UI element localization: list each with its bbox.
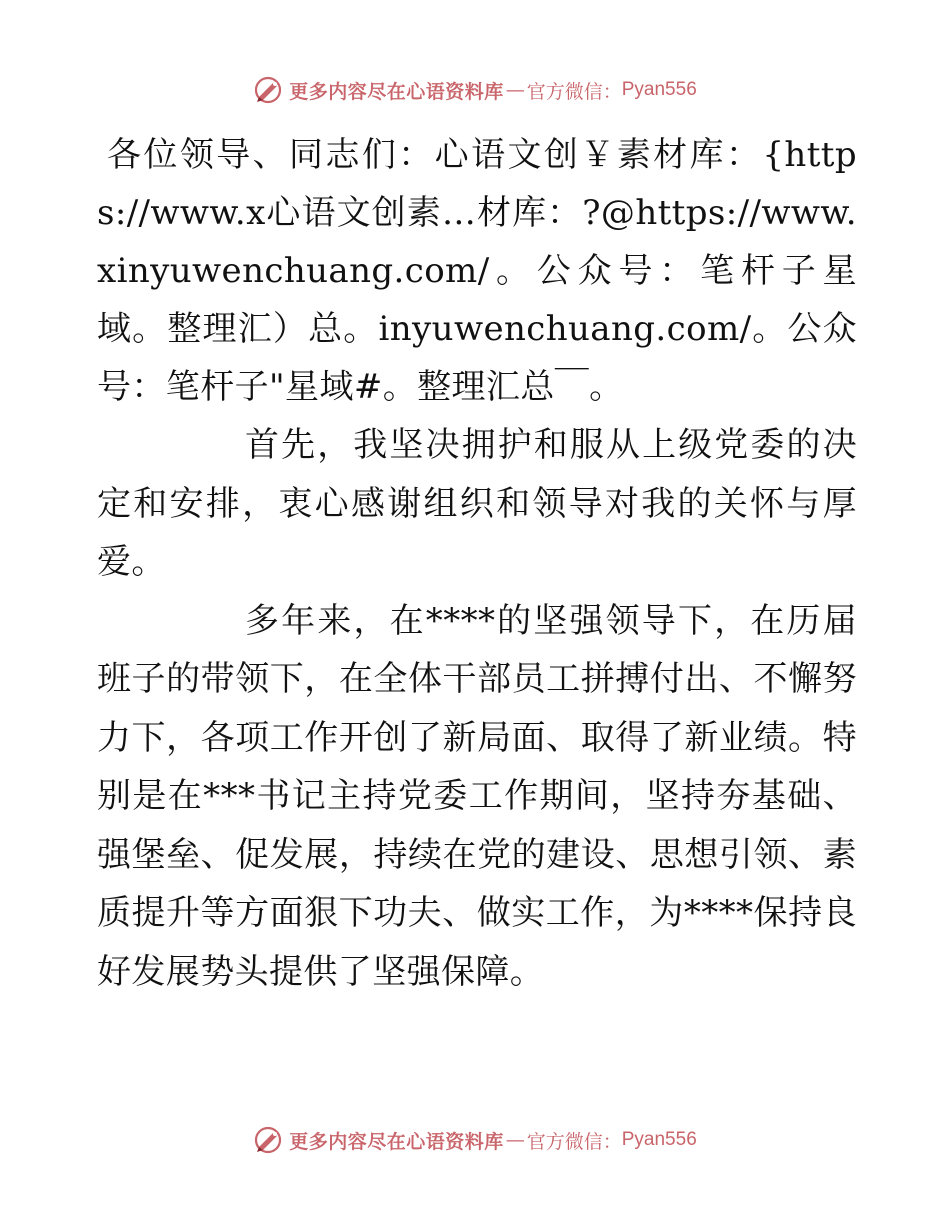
banner-wechat-id: Pyan556 <box>621 79 697 100</box>
banner-brand-text: 更多内容尽在心语资料库 <box>289 80 504 103</box>
banner-wechat-label: 官方微信： <box>526 1130 622 1153</box>
header-banner <box>0 70 950 110</box>
paragraph-1: 首先，我坚决拥护和服从上级党委的决定和安排，衷心感谢组织和领导对我的关怀与厚爱。 <box>97 425 857 582</box>
pen-circle-logo-icon <box>253 75 283 105</box>
banner-separator: — <box>505 79 525 101</box>
footer-banner <box>0 1120 950 1160</box>
paragraph-2: 多年来，在****的坚强领导下，在历届班子的带领下，在全体干部员工拼搏付出、不懈努力下，各项工作开创了新局面、取得了新业绩。特别是在***书记主持党委工作期间，坚持夯基础、强堡垒、促发展，持续在党的建设、思想引领、素质提升等方面狠下功夫、做实工作，为****保持良好发展势头提供了坚强保障。 <box>97 600 857 992</box>
banner-separator: — <box>505 1129 525 1151</box>
opening-paragraph: 各位领导、同志们：心语文创￥素材库：{https://www.x心语文创素…材库：?@https://www.xinyuwenchuang.com/。公众号：笔杆子星域。整理汇）总。inyuwenchuang.com/。公众号：笔杆子"星域#。整理汇总￣。 <box>97 135 857 407</box>
document-body <box>97 126 857 1001</box>
banner-wechat-label: 官方微信： <box>526 80 622 103</box>
pen-circle-logo-icon <box>253 1125 283 1155</box>
banner-wechat-id: Pyan556 <box>621 1129 697 1150</box>
banner-brand-text: 更多内容尽在心语资料库 <box>289 1130 504 1153</box>
